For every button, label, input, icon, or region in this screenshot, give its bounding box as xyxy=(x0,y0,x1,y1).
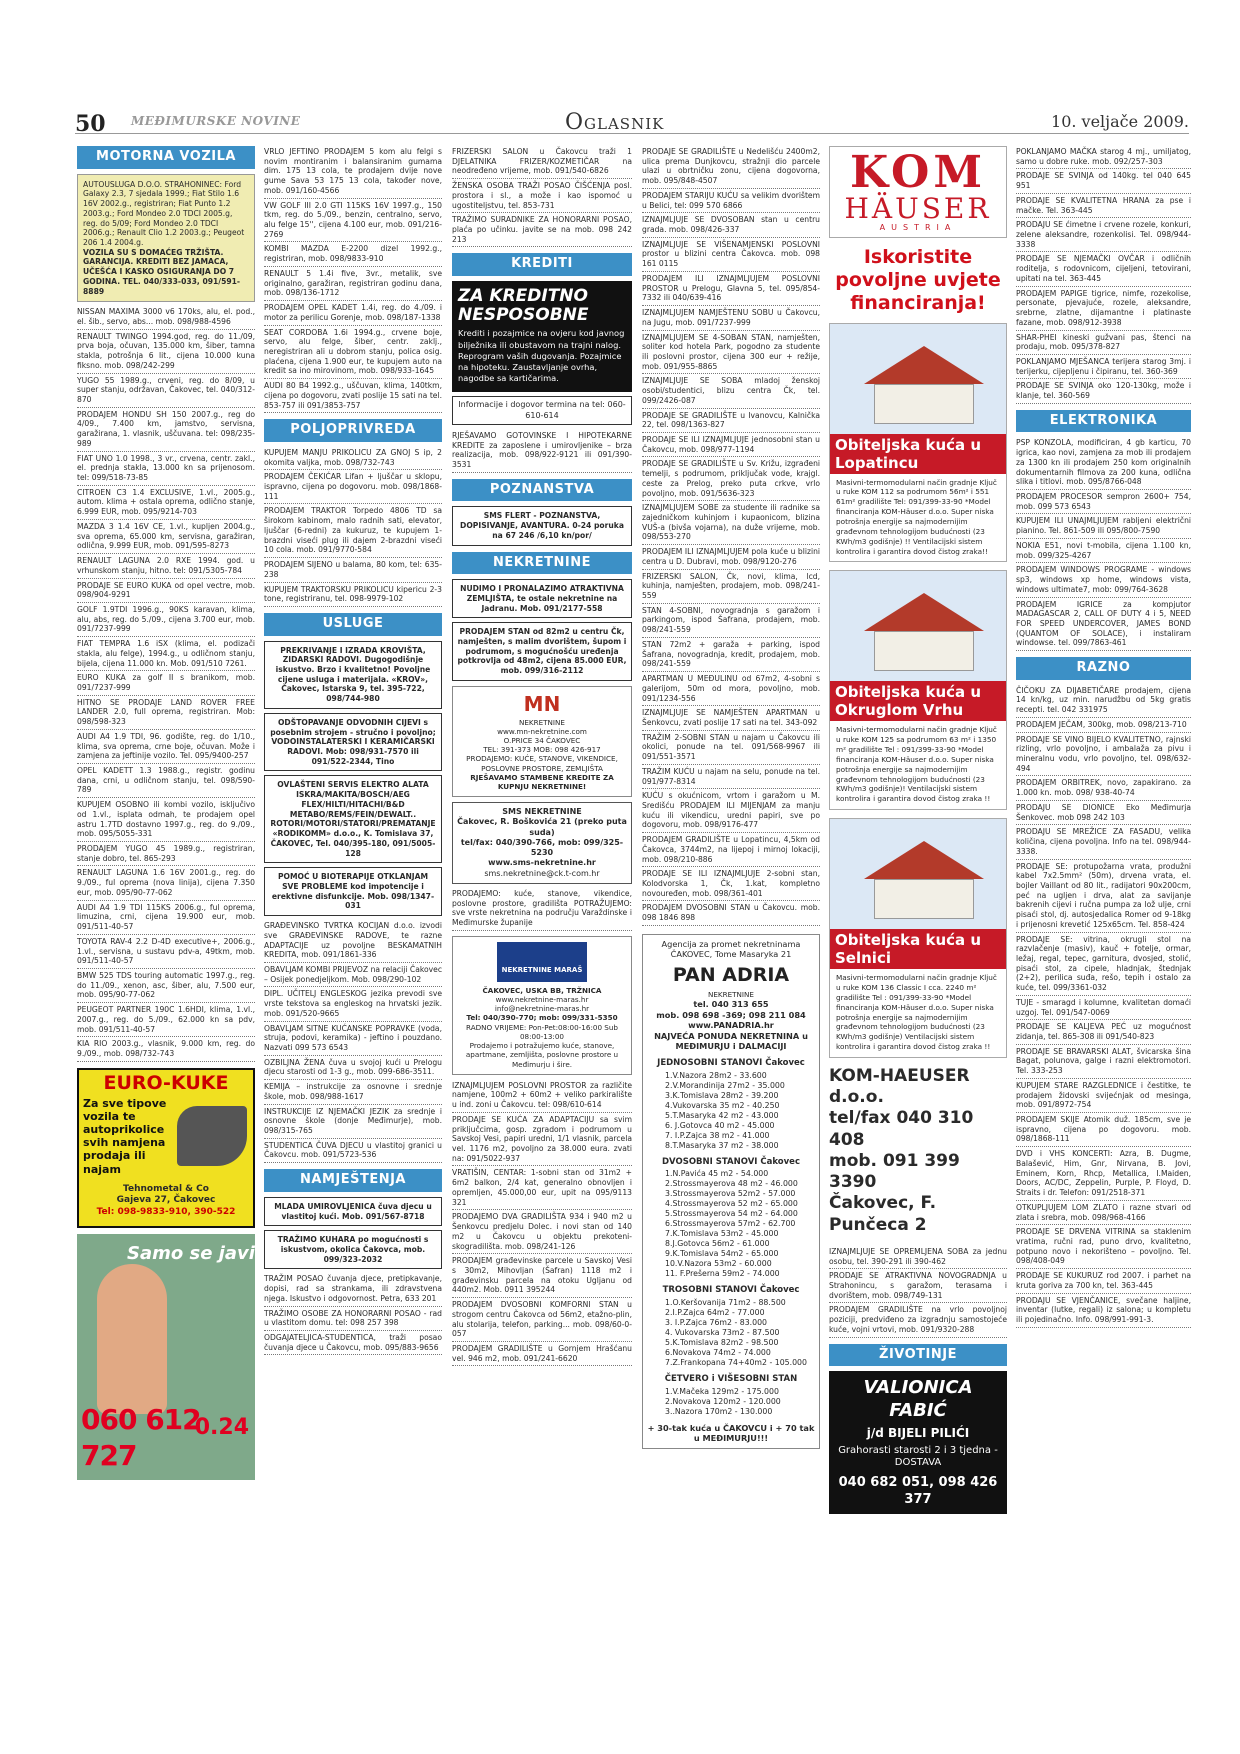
euro-kuke-address: Gajeva 27, Čakovec xyxy=(116,1195,216,1206)
classified-ad: IZNAJMLJUJE SE SOBA mladoj ženskoj osobi/studentici, blizu centra Čk, tel. 099/2426-087 xyxy=(642,375,820,408)
heading-usluge: USLUGE xyxy=(264,613,442,636)
framed-ad-bioterapija: POMOĆ U BIOTERAPIJE OTKLANJAM SVE PROBLEME kod impotencije i erektivne disfunkcije. Mob. 098/1347-031 xyxy=(264,867,442,916)
classified-ad: PRODAJEM ČEKIĆAR Lifan + ljuščar u sklopu, ispravno, cijena po dogovoru. mob. 098/1868-111 xyxy=(264,471,442,504)
heading-zivotinje: ŽIVOTINJE xyxy=(829,1344,1007,1367)
classified-ad: IZNAJMLJUJE SE NAMJEŠTEN APARTMAN u Šenkovcu, zvati poslije 17 sati na tel. 343-092 xyxy=(642,707,820,730)
classified-ad: PRODAJEM SIJENO u balama, 80 kom, tel: 635-238 xyxy=(264,559,442,582)
ads-list-real-estate-2 xyxy=(642,146,820,926)
mn-logo-sub: NEKRETNINE xyxy=(519,717,565,727)
heading-motorna-vozila: MOTORNA VOZILA xyxy=(77,146,255,169)
classified-ad: VRATIŠIN, CENTAR: 1-sobni stan od 31m2 + 6m2 balkon, 2/4 kat, generalno obnovljen i opremljen, 45.000,00 eur, upit na 095/9113 321 xyxy=(452,1167,632,1210)
classified-ad: PRODAJEM DVOSOBNI STAN u Čakovcu. mob. 098 1846 898 xyxy=(642,902,820,925)
kom-phone: tel/fax 040 310 408 xyxy=(829,1108,974,1150)
listing-item: 2.Strossmayerova 48 m2 - 46.000 xyxy=(665,1179,798,1189)
mn-web: www.mn-nekretnine.com xyxy=(497,726,587,736)
classified-ad: FRIZERSKI SALON, Čk, novi, klima, lcd, kuhinja, namješten, prodajem, mob. 098/241-559 xyxy=(642,571,820,604)
classified-ad: PRODAJU SE ćimetne i crvene rozele, konkuri, zelene aleksandre, rozenkolisi. Tel. 098/944-3338 xyxy=(1016,219,1191,252)
classified-ad: FIAT TEMPRA 1.6 iSX (klima, el. podizači stakla, alu felge), 1994.g., u odličnom stanju, bijela, cijena 11.000 kn. Mob. 091/510 7261. xyxy=(77,638,255,671)
classified-ad: VW GOLF III 2.0 GTI 115KS 16V 1997.g., 150 tkm, reg. do 5./09., benzin, centralno, servo, alu felge 15'', cijena 4.100 eur, mob. 091/216-2769 xyxy=(264,200,442,243)
classified-ad: PRODAJE SE GRADILIŠTE u Nedelišću 2400m2, ulica prema Dunjkovcu, stražnji dio parcele ulazi u obrtničku zonu, cijena dogovorna, mob. 095/848-4507 xyxy=(642,146,820,189)
framed-ad-odvodi: ODŠTOPAVANJE ODVODNIH CIJEVI s posebnim strojem - stručno i povoljno; VODOINSTALATERSKI I KERAMIČARSKI RADOVI. Mob: 098/931-7570 ili 091/522-2344, Tino xyxy=(264,713,442,772)
classified-ad: PRODAJEM PROCESOR sempron 2600+ 754, mob. 099 573 6543 xyxy=(1016,491,1191,514)
pan-mobile: mob. 098 698 -369; 098 211 084 xyxy=(656,1009,806,1020)
ads-list-electronics xyxy=(1016,437,1191,651)
pan-adria-ad xyxy=(642,934,820,1449)
framed-ad-stan: PRODAJEM STAN od 82m2 u centru Čk, namješten, s malim dvorištem, šupom i podrumom, s mogućnošću uređenja potkrovlja od 48m2, cijena 85.000 EUR, mob. 099/316-2112 xyxy=(452,622,632,681)
classified-ad: IZNAJMLJUJEM SE 4-SOBAN STAN, namješten, soliter kod hotela Park, pogodno za studente ili poslovni prostor, cijena 300 eur + režije, mob. 091/955-8865 xyxy=(642,332,820,375)
listing-item: 3.Strossmayerova 52m2 - 57.000 xyxy=(665,1189,796,1199)
pan-phone: tel. 040 313 655 xyxy=(693,999,769,1010)
classified-ad: KUPUJEM OSOBNO ili kombi vozilo, isključivo od 1.vl., isplata odmah, te prodajem opel astru 1.7TD dostavno 1997.g., reg. do 9./09., mob. 095/5055-331 xyxy=(77,799,255,842)
sms-nekretnine-ad xyxy=(452,802,632,884)
listing-item: 10.V.Nazora 53m2 - 60.000 xyxy=(665,1259,772,1269)
house-ad xyxy=(829,570,1007,810)
kom-mobile: mob. 091 399 3390 xyxy=(829,1150,960,1193)
roof-shape xyxy=(864,841,984,879)
wall-shape xyxy=(874,879,974,919)
mn-address: O.PRICE 34 ČAKOVEC xyxy=(503,735,581,745)
kom-address: Čakovec, F. Punčeca 2 xyxy=(829,1193,937,1235)
maras-ad xyxy=(452,936,632,1075)
sms-services: PRODAJEMO: kuće, stanove, vikendice, poslovne prostore, gradilišta POTRAŽUJEMO: sve vrste nekretnina na području Varaždinske i Međimurske županije xyxy=(452,888,632,931)
pan-logo-sub: NEKRETNINE xyxy=(708,990,754,1000)
classified-ad: PRODAJE SE GRADILIŠTE u Sv. Križu, izgrađeni temelji, s podrumom, priključak vode, krajgl. ceste za Prelog, preko puta crkve, vrlo povoljno, mob. 091/5636-323 xyxy=(642,458,820,501)
house-text: Masivni-termomodularni način gradnje Ključ u ruke KOM 125 sa podrumom 63 m² i 1350 m² gradilište Tel : 091/399-33-90 *Model financiranja KOM-Häuser d.o.o. Super niska potrošnja energije sa najmodernijim građevnom tehnologijom budućnosti (23 KWh/m3 godišnje)! Ventilacijski sistem kontrolira i garantira dovod čistog zraka !! xyxy=(836,725,997,804)
listing-item: 9.K.Tomislava 54m2 - 65.000 xyxy=(665,1249,779,1259)
kom-logo-austria: AUSTRIA xyxy=(879,223,957,232)
classified-ad: TOYOTA RAV-4 2.2 D-4D executive+, 2006.g., 1.vl., servisna, u sustavu pdv-a, 49tkm, mob. 091/511-40-57 xyxy=(77,936,255,969)
pan-list-1 xyxy=(647,1071,815,1151)
classified-ad: PRODAJEM GRADILIŠTE u Gornjem Hrašćanu vel. 946 m2, mob. 091/241-6620 xyxy=(452,1343,632,1366)
pan-slogan: NAJVEĆA PONUDA NEKRETNINA u MEĐIMURJU i DALMACIJI xyxy=(654,1030,808,1052)
credit-ad xyxy=(452,281,632,392)
newspaper-logo: MEĐIMURSKE NOVINE xyxy=(131,114,301,128)
classified-ad: NISSAN MAXIMA 3000 v6 170ks, alu, el. pod., el. šib., servo, abs... mob. 098/988-4596 xyxy=(77,306,255,329)
page-header xyxy=(75,104,1189,137)
listing-item: 1.V.Nazora 28m2 - 33.600 xyxy=(665,1070,767,1080)
pan-list-heading-4: ČETVERO i VIŠESOBNI STAN xyxy=(664,1373,798,1384)
classified-ad: ČIČOKU ZA DIJABETIČARE prodajem, cijena 14 kn/kg, uz min. narudžbu od 5kg gratis recepti. tel. 042 331975 xyxy=(1016,685,1191,718)
samo-se-javi-title: Samo se javi xyxy=(127,1242,255,1264)
pan-list-4 xyxy=(647,1387,815,1417)
classified-ad: PRODAJEM YUGO 45 1989.g., registriran, stanje dobro, tel. 865-293 xyxy=(77,843,255,866)
mn-credits: RJEŠAVAMO STAMBENE KREDITE ZA KUPNJU NEKRETNINE! xyxy=(470,772,614,792)
classified-ad: PRODAJE SE ILI IZNAJMLJUJE 2-sobni stan, Kolodvorska 1, Čk, 1.kat, kompletno novouređen, mob. 098/361-401 xyxy=(642,868,820,901)
classified-ad: SHAR-PHEI kineski gužvani pas, štenci na prodaju, mob. 095/378-827 xyxy=(1016,332,1191,355)
listing-item: 3.K.Tomislava 28m2 - 39.200 xyxy=(665,1090,779,1100)
classified-ad: PRODAJEM ORBITREK, novo, zapakirano. za 1.000 kn. mob. 098/ 938-40-74 xyxy=(1016,777,1191,800)
classified-ad: RENAULT LAGUNA 2.0 RXE 1994. god. u vrhunskom stanju, hitno. tel: 091/5305-784 xyxy=(77,555,255,578)
classified-ad: PRODAJE SE KUKURUZ rod 2007. i parhet na kruta goriva za 700 kn, tel. 363-445 xyxy=(1016,1270,1191,1293)
classified-ad: TRAŽIM KUĆU u najam na selu, ponude na tel. 091/977-8314 xyxy=(642,766,820,789)
classified-ad: AUDI 80 B4 1992.g., uščuvan, klima, 140tkm, cijena po dogovoru, zvati poslije 15 sati na tel. 853-757 ili 091/3853-757 xyxy=(264,380,442,413)
wall-shape xyxy=(874,631,974,671)
classified-ad: PRODAJEM DVOSOBNI KOMFORNI STAN u strogom centru Čakovca od 56m2, etažno-plin, alu stolarija, telefon, parking... mob. 098/60-0-057 xyxy=(452,1299,632,1342)
classified-ad: PRODAJE SE GRADILIŠTE u Ivanovcu, Kalnička 22, tel. 098/1363-827 xyxy=(642,410,820,433)
classified-ad: PRODAJE SE KUĆA ZA ADAPTACIJU sa svim priključcima, gosp. zgradom i podrumom u Savskoj Vesi, papiri uredni, 1/1 vlasnik, parcela vel. 1176 m2, povoljno za 38.000 eura. zvati na: 091/5022-937 xyxy=(452,1114,632,1167)
euro-kuke-firm: Tehnometal & Co xyxy=(123,1183,209,1194)
classified-ad: RJEŠAVAMO GOTOVINSKE I HIPOTEKARNE KREDITE za zaposlene i umirovljenike – brza realizacija, mob. 098/922-9121 ili 091/390-3531 xyxy=(452,430,632,473)
listing-item: 3..Nazora 170m2 - 130.000 xyxy=(665,1406,773,1416)
sms-phone: tel/fax: 040/390-766, mob: 099/325-5230 xyxy=(460,837,624,858)
samo-se-javi-price: 0.24 xyxy=(194,1414,249,1440)
classified-ad: IZNAJMLJUJE SE OPREMLJENA SOBA za jednu osobu, tel. 390-291 ili 390-462 xyxy=(829,1246,1007,1269)
listing-item: 7. I.P.Zajca 38 m2 - 41.000 xyxy=(665,1130,770,1140)
framed-ad-zemljista: NUDIMO I PRONALAZIMO ATRAKTIVNA ZEMLJIŠTA, te ostale nekretnine na Jadranu. Mob. 091/2177-558 xyxy=(452,579,632,618)
classified-ad: GRAĐEVINSKO TVRTKA KOCIJAN d.o.o. izvodi sve GRAĐEVINSKE RADOVE, te razne ADAPTACIJE uz povoljne BESKAMATNIH KREDITA, mob. 091/1861-336 xyxy=(264,920,442,963)
classified-ad: CITROEN C3 1.4 EXCLUSIVE, 1.vl., 2005.g., autom. klima + ostala oprema, odlično stanje, 6.999 EUR, mob. 095/9214-703 xyxy=(77,487,255,520)
column-2 xyxy=(264,146,442,1630)
classified-ad: STAN 72m2 + garaža + parking, ispod Šafrana, novogradnja, kredit, prodajem, mob. 098/241-559 xyxy=(642,639,820,672)
heading-nekretnine: NEKRETNINE xyxy=(452,552,632,575)
column-3 xyxy=(452,146,632,1630)
classified-ad: FIAT UNO 1.0 1998., 3 vr., crvena, centr. zakl., el. prednja stakla, 13.000 kn sa prijenosom. tel: 099/518-73-85 xyxy=(77,453,255,486)
listing-item: 4.Strossmayerova 52 m2 - 65.000 xyxy=(665,1199,798,1209)
classified-ad: PRODAJEM građevinske parcele u Savskoj Vesi s 30m2, Mihovljan (Šafran) 1118 m2 i građevinsku parcela na otoku Ugljanu od 440m2. Mob. 0911 395244 xyxy=(452,1255,632,1298)
house-text: Masivni-termomodularni način gradnje Ključ u ruke KOM 112 sa podrumom 56m² i 551 61m² gradilište Tel: 091/399-33-90 *Model financiranja KOM-Häuser d.o.o. Super niska potrošnja energije sa najmodernijim građevnom tehnologijom budućnosti (23 KWh/m3 godišnje) !! Ventilacijski sistem kontrolira i garantira dovod čistog zraka!! xyxy=(836,477,997,556)
listing-item: 8.T.Masaryka 37 m2 - 38.000 xyxy=(665,1140,779,1150)
ads-list-agriculture xyxy=(264,447,442,607)
valionica-phone: 040 682 051, 098 426 377 xyxy=(838,1475,998,1507)
person-photo-placeholder xyxy=(97,1264,167,1414)
classified-ad: IZNAJMLJUJE SE DVOSOBAN stan u centru grada. mob. 098/426-337 xyxy=(642,214,820,237)
classified-ad: PRODAJEM IGRICE za kompjutor MADAGASCAR 2, CALL OF DUTY 4 i 5, NEED FOR SPEED UNDERCOVER, JAMES BOND (QUANTOM OF SOLACE), i instaliram windowse. tel. 099/7863-461 xyxy=(1016,599,1191,652)
ads-list-real-estate xyxy=(452,1080,632,1367)
framed-ad-sms-flert: SMS FLERT - POZNANSTVA, DOPISIVANJE, AVANTURA. 0-24 poruka na 67 246 /6,10 kn/por/ xyxy=(452,506,632,545)
listing-item: 4.Vukovarska 35 m2 - 40.250 xyxy=(665,1100,780,1110)
valionica-subtitle: j/d BIJELI PILIĆI xyxy=(866,1426,970,1441)
classified-ad: PRODAJE SE: protupožarna vrata, produžni kabel 7x2.5mm² (50m), drvena vrata, el. bojler Vaillant od 80 lit., radijatori 90x200cm, peć na ugljen i drva, alat za savijanje bakrenih cijevi i ručna pumpa za lož ulje, crni pisaći stol, dj. autosjedalica Romer od 9-18kg i prijenosni krevetić 125x65cm. Tel. 858-424 xyxy=(1016,861,1191,933)
classified-ad: PRODAJE SE KALJEVA PEĆ uz mogućnost zidanja, tel. 865-308 ili 091/540-823 xyxy=(1016,1021,1191,1044)
wall-shape xyxy=(874,384,974,424)
framed-ad-kuhar: TRAŽIMO KUHARA po mogućnosti s iskustvom, okolica Čakovca, mob. 099/323-2032 xyxy=(264,1230,442,1269)
classified-ad: TRAŽIMO SURADNIKE ZA HONORARNI POSAO, plaća po učinku. javite se na mob. 098 242 213 xyxy=(452,214,632,247)
classified-ad: PRODAJE SE: vitrina, okrugli stol na razvlačenje (masiv), kauč + fotelje, ormar, ležaj, regal, tepec, garnitura, dvosjed, stolić, pisaći stol, za cipele, hladnjak, štednjak (2+2), perilica suđa, rešo, tepih i ostalo za kuće, tel. 099/3361-032 xyxy=(1016,934,1191,996)
kom-slogan: Iskoristite povoljne uvjete financiranja! xyxy=(835,246,1001,314)
box-ad-bold: VOZILA SU S DOMAĆEG TRŽIŠTA. GARANCIJA. KREDITI BEZ JAMACA, UČEŠĆA I KASKO OSIGURANJA DO 7 GODINA. TEL. 040/333-033, 091/591-8889 xyxy=(83,247,241,296)
classified-ad: PRODAJEM JEČAM, 300kg, mob. 098/213-710 xyxy=(1016,719,1191,733)
framed-ad-krov: PREKRIVANJE I IZRADA KROVIŠTA, ZIDARSKI RADOVI. Dugogodišnje iskustvo. Brzo i kvalitetno! Povoljne cijene usluga i materijala. «KROV», Čakovec, Istarska 9, tel. 395-722, 098/744-980 xyxy=(264,641,442,709)
classified-ad: KEMIJA – instrukcije za osnovne i srednje škole, mob. 098/988-1617 xyxy=(264,1081,442,1104)
classified-ad: PRODAJEM GRADILIŠTE na vrlo povoljnoj poziciji, predviđeno za izgradnju samostojeće kuće, vojni vrtovi, mob. 091/9320-288 xyxy=(829,1304,1007,1337)
column-4 xyxy=(642,146,820,1630)
listing-item: 4. Vukovarska 73m2 - 87.500 xyxy=(665,1327,780,1337)
classified-ad: GOLF 1.9TDI 1996.g., 90KS karavan, klima, alu, abs, reg. do 5./09., cijena 3.700 eur, mob. 091/7237-999 xyxy=(77,604,255,637)
framed-ad-servis: OVLAŠTENI SERVIS ELEKTRO ALATA ISKRA/MAKITA/BOSCH/AEG FLEX/HILTI/HITACHI/B&D METABO/REMS/FEIN/DEWALT.. ROTORI/MOTORI/STATORI/PREMATANJE «RODIKOMM» d.o.o., K. Tomislava 37, ČAKOVEC, Tel. 040/395-180, 091/5005-128 xyxy=(264,775,442,863)
heading-namjestenja: NAMJEŠTENJA xyxy=(264,1169,442,1192)
pan-web: www.PANADRIA.hr xyxy=(688,1020,774,1031)
ads-list-misc xyxy=(1016,685,1191,1328)
euro-kuke-title: EURO-KUKE xyxy=(103,1071,229,1094)
classified-ad: VRLO JEFTINO PRODAJEM 5 kom alu felgi s novim montiranim i balansiranim gumama dim. 175 13 cola, te prodajem dvije nove gume Sava 53 175 13 cola, također nove, mob. 091/160-4566 xyxy=(264,146,442,199)
column-5 xyxy=(829,146,1007,1630)
pan-list-heading-3: TROSOBNI STANOVI Čakovec xyxy=(662,1285,800,1296)
classified-ad: PRODAJE SE KVALITETNA HRANA za pse i mačke. Tel. 363-445 xyxy=(1016,195,1191,218)
maras-logo: NEKRETNINE MARAŠ xyxy=(497,942,587,982)
classified-ad: PRODAJU SE VJENČANICE, svečane haljine, inventar (lutke, regali) iz salona; u kompletu ili pojedinačno. Info. 098/991-991-3. xyxy=(1016,1295,1191,1328)
classified-ad: TRAŽIMO OSOBE ZA HONORARNI POSAO - rad u vlastitom domu. tel: 098 257 398 xyxy=(264,1308,442,1331)
listing-item: 2.I.P.Zajca 64m2 - 77.000 xyxy=(665,1307,765,1317)
sms-address: Čakovec, R. Boškovića 21 (preko puta suda) xyxy=(457,817,627,837)
classified-ad: IZNAJMLJUJEM NAMJEŠTENU SOBU u Čakovcu, na Jugu, mob. 091/7237-999 xyxy=(642,307,820,330)
listing-item: 5.T.Masaryka 42 m2 - 43.000 xyxy=(665,1110,779,1120)
ads-list-vehicles xyxy=(77,306,255,1061)
framed-ad-umirovljenica: MLADA UMIROVLJENICA čuva djecu u vlastitoj kući. Mob. 091/567-8718 xyxy=(264,1197,442,1226)
classified-ad: PRODAJE SE EURO KUKA od opel vectre, mob. 098/904-9291 xyxy=(77,580,255,603)
classified-ad: TRAŽIM 2-SOBNI STAN u najam u Čakovcu ili okolici, ponude na tel. 091/568-9967 ili 091/551-3571 xyxy=(642,732,820,765)
listing-item: 2.Novakova 120m2 - 120.000 xyxy=(665,1396,781,1406)
samo-se-javi-ad xyxy=(77,1234,255,1480)
listing-item: 5.Strossmayerova 54 m2 - 64.000 xyxy=(665,1209,798,1219)
classified-ad: PRODAJE SE SVINJA oko 120-130kg, može i klanje, tel. 360-569 xyxy=(1016,380,1191,403)
pan-list-heading-2: DVOSOBNI STANOVI Čakovec xyxy=(661,1156,800,1167)
roof-shape xyxy=(864,346,984,384)
sms-mail: sms.nekretnine@ck.t-com.hr xyxy=(484,868,600,878)
classified-ad: OBAVLJAM SITNE KUĆANSKE POPRAVKE (voda, struja, podovi, keramika) - jeftino i pouzdano. Nazvati 099 573 6543 xyxy=(264,1023,442,1056)
classified-ad: KOMBI MAZDA E-2200 dizel 1992.g., registriran, mob. 098/9833-910 xyxy=(264,243,442,266)
issue-date: 10. veljače 2009. xyxy=(1051,112,1189,131)
valionica-ad xyxy=(829,1371,1007,1513)
classified-ad: RENAULT LAGUNA 1.6 16V 2001.g., reg. do 9./09., ful oprema (nova linija), cijena 7.350 eur, mob. 095/90-77-062 xyxy=(77,867,255,900)
kom-logo-kom: KOM xyxy=(849,147,987,198)
classified-ad: AUDI A4 1.9 TDI, 96. godište, reg. do 1/10., klima, sva oprema, crne boje, očuvan. Može i zamjena za jeftinije vozilo. Tel. 095/9400-257 xyxy=(77,731,255,764)
pan-list-2 xyxy=(647,1169,815,1279)
classified-ad: PRODAJE SE ILI IZNAJMLJUJE jednosobni stan u Čakovcu, mob. 098/977-1194 xyxy=(642,434,820,457)
classified-ad: PRODAJEM ILI IZNAJMLJUJEM POSLOVNI PROSTOR u Prelogu, Glavna 5, tel. 095/854-7332 ili 040/639-416 xyxy=(642,273,820,306)
house-ads xyxy=(829,323,1007,1058)
ads-list-credits xyxy=(452,430,632,473)
classified-ad: PRODAJE SE ATRAKTIVNA NOVOGRADNJA u Strahonincu, s garažom, terasama i dvorištem, mob. 098/749-131 xyxy=(829,1270,1007,1303)
maras-text: Prodajemo i potražujemo kuće, stanove, apartmane, zemljišta, poslovne prostore u Međimurju i šire. xyxy=(465,1041,619,1069)
classified-ad: PRODAJEM WINDOWS PROGRAME - windows sp3, windows xp home, windows vista, windows ultimate7, mob: 099/764-3628 xyxy=(1016,564,1191,597)
credit-ad-title: ZA KREDITNO NESPOSOBNE xyxy=(458,286,589,325)
classified-ad: YUGO 55 1989.g., crveni, reg. do 8/09, u super stanju, održavan, Čakovec, tel. 040/312-870 xyxy=(77,375,255,408)
listing-item: 7.Z.Frankopana 74+40m2 - 105.000 xyxy=(665,1357,807,1367)
kom-contact xyxy=(829,1066,1007,1236)
listing-item: 11. F.Prešerna 59m2 - 74.000 xyxy=(665,1269,780,1279)
ads-list-real-estate-3 xyxy=(829,1246,1007,1338)
classified-ad: OBAVLJAM KOMBI PRIJEVOZ na relaciji Čakovec – Osijek ponedjeljkom. Mob. 098/290-102 xyxy=(264,964,442,987)
listing-item: 8.J.Gotovca 56m2 - 61.000 xyxy=(665,1239,770,1249)
maras-address: ČAKOVEC, USKA BB, TRŽNICA xyxy=(482,985,602,995)
classified-ad: PRODAJEM GRADILIŠTE u Lopatincu, 4,5km od Čakovca, 3744m2, na lijepoj i mirnoj lokaciji, mob. 098/210-886 xyxy=(642,834,820,867)
classified-ad: KIA RIO 2003.g., vlasnik, 9.000 km, reg. do 9./09., mob. 098/732-743 xyxy=(77,1038,255,1061)
classified-ad: INSTRUKCIJE IZ NJEMAČKI JEZIK za srednje i osnovne škole (donje Međimurje), mob. 098/315-765 xyxy=(264,1106,442,1139)
pan-logo: PAN ADRIA xyxy=(672,963,790,986)
classified-ad: APARTMAN U MEĐULINU od 67m2, 4-sobni s galerijom, 50m od mora, povoljno, mob. 091/1234-556 xyxy=(642,673,820,706)
classified-ad: OTKUPLJUJEM LOM ZLATO i razne stvari od zlata i srebra, mob. 098/968-4166 xyxy=(1016,1202,1191,1225)
listing-item: 6.Novakova 74m2 - 74.000 xyxy=(665,1347,771,1357)
ads-list-services xyxy=(264,920,442,1163)
heading-poznanstva: POZNANSTVA xyxy=(452,479,632,502)
valionica-text: Grahorasti starosti 2 i 3 tjedna - DOSTAVA xyxy=(838,1444,998,1469)
sms-title: SMS NEKRETNINE xyxy=(502,807,582,817)
credit-ad-contact: Informacije i dogovor termina na tel: 060-610-614 xyxy=(452,396,632,424)
heading-krediti: KREDITI xyxy=(452,253,632,276)
classified-ad: ODGAJATELJICA-STUDENTICA, traži posao čuvanja djece u Čakovcu, mob. 095/883-9656 xyxy=(264,1332,442,1355)
classified-ad: PRODAJU SE MREŽICE ZA FASADU, velika količina, cijena povoljna. Info na tel. 098/944-3338. xyxy=(1016,826,1191,859)
listing-item: 1.V.Mačeka 129m2 - 175.000 xyxy=(665,1386,779,1396)
classified-ad: NOKIA E51, novi t-mobila, cijena 1.100 kn, mob. 099/325-4267 xyxy=(1016,540,1191,563)
classified-ad: PRODAJEM HONDU SH 150 2007.g., reg do 4/09., 7.400 km, jamstvo, servisna, garažirana, 1. vlasnik, uščuvana. tel: 098/235-989 xyxy=(77,409,255,452)
heading-razno: RAZNO xyxy=(1016,657,1191,680)
kom-logo-hauser: HÄUSER xyxy=(844,192,992,225)
section-title: Oglasnik xyxy=(565,110,665,135)
classified-ad: FRIZERSKI SALON u Čakovcu traži 1 DJELATNIKA FRIZER/KOZMETIČAR na neodređeno vrijeme, mob. 091/540-6826 xyxy=(452,146,632,179)
euro-kuke-ad xyxy=(77,1068,255,1228)
classified-ad: KUPUJEM ILI UNAJMLJUJEM rabljeni električni pianino. Tel. 861-509 ili 095/800-7590 xyxy=(1016,515,1191,538)
ads-list-jobs xyxy=(264,1273,442,1355)
ads-list-vehicles-2 xyxy=(264,146,442,413)
maras-mail: info@nekretnine-maras.hr xyxy=(494,1004,590,1014)
listing-item: 7.K.Tomislava 53m2 - 45.000 xyxy=(665,1229,779,1239)
valionica-title: VALIONICA FABIĆ xyxy=(863,1377,973,1422)
listing-item: 1.N.Pavića 45 m2 - 54.000 xyxy=(665,1169,769,1179)
classified-ad: DVD i VHS KONCERTI: Azra, B. Dugme, Balašević, Him, Gnr, Nirvana, B. Jovi, Eminem, Korn, Rhcp, Metallica, I.Maiden, Doors, AC/DC, Zeppelin, Purple, P. Floyd, D. Straits i dr. Telefon: 091/2518-371 xyxy=(1016,1148,1191,1201)
house-photo xyxy=(830,324,1006,434)
classified-ad: PRODAJE SE SVINJA od 140kg. tel 040 645 951 xyxy=(1016,170,1191,193)
classified-ad: IZNAJMLJUJEM POSLOVNI PROSTOR za različite namjene, 100m2 + 60m2 + veliko parkiralište u ind. zoni u Čakovcu. tel: 098/610-614 xyxy=(452,1080,632,1113)
euro-kuke-phone: Tel: 098-9833-910, 390-522 xyxy=(96,1206,236,1217)
maras-hours: RADNO VRIJEME: Pon-Pet:08:00-16:00 Sub 08:00-13:00 xyxy=(466,1022,618,1041)
sms-web: www.sms-nekretnine.hr xyxy=(488,858,596,868)
mn-services: PRODAJEMO: KUĆE, STANOVE, VIKENDICE, POSLOVNE PROSTORE, ZEMLJIŠTA xyxy=(466,754,618,773)
classified-ad: OZBILJNA ŽENA čuva u svojoj kući u Prelogu djecu starosti od 1-3 g., mob. 099-686-3511. xyxy=(264,1057,442,1080)
classified-ad: PRODAJEM ILI IZNAJMLJUJEM pola kuće u blizini centra u D. Dubravi, mob. 098/9120-276 xyxy=(642,546,820,569)
classified-ad: EURO KUKA za golf II s branikom, mob. 091/7237-999 xyxy=(77,672,255,695)
house-text: Masivni-termomodularni način gradnje Ključ u ruke KOM 136 Classic I cca. 2240 m² gradilište Tel : 091/399-33-90 *Model financiranja KOM-Häuser d.o.o. Super niska potrošnja energije sa najmodernijim građevnom tehnologijom budućnosti (23 KWh/m3 godišnje) Ventilacijski sistem kontrolira i garantira dovod čistog zraka !! xyxy=(836,973,997,1052)
mn-nekretnine-ad xyxy=(452,686,632,797)
house-title: Obiteljska kuća u Lopatincu xyxy=(830,434,1006,474)
classified-ad: PRODAJE SE BRAVARSKI ALAT, švicarska šina Bagat, polunova, galge i razni elektromotori. Tel. 333-253 xyxy=(1016,1046,1191,1079)
column-1 xyxy=(77,146,255,1630)
house-ad xyxy=(829,818,1007,1058)
classified-ad: MAZDA 3 1.4 16V CE, 1.vl., kupljen 2004.g., sva oprema, 65.000 km, servisna, garažiran, odlična, 9.999 EUR, mob. 091/595-8273 xyxy=(77,521,255,554)
house-photo xyxy=(830,819,1006,929)
house-photo xyxy=(830,571,1006,681)
samo-se-javi-phone: 060 612 727 xyxy=(81,1403,201,1472)
classified-ad: OPEL KADETT 1.3 1988.g., registr. godinu dana, crni, u odličnom stanju, tel. 098/590-789 xyxy=(77,765,255,798)
listing-item: 5.K.Tomislava 82m2 - 98.500 xyxy=(665,1337,779,1347)
listing-item: 2.V.Morandinija 27m2 - 35.000 xyxy=(665,1080,785,1090)
classified-ad: PSP KONZOLA, modificiran, 4 gb karticu, 70 igrica, kao novi, zamjena za mob ili prodajem za 1300 kn ili prodajem 250 kom originalnih dokumentarnih filmova za 200 kuna, odlična slika i titlovi. mob. 095/8766-048 xyxy=(1016,437,1191,490)
classified-ad: PRODAJEM PAPIGE tigrice, nimfe, rozekolise, personate, pjevajuće, rozele, aleksandre, srebrne, zlatne, dijamantne i platinaste fazane, mob. 098/912-3938 xyxy=(1016,288,1191,331)
maras-phone: Tel: 040/390-770; mob: 099/331-5350 xyxy=(466,1013,618,1023)
classified-ad: KUPUJEM STARE RAZGLEDNICE i čestitke, te prodajem židovski svijećnjak od mesinga, mob. 091/8972-754 xyxy=(1016,1080,1191,1113)
column-6 xyxy=(1016,146,1191,1630)
ads-list-jobs-2 xyxy=(452,146,632,247)
box-ad-text: AUTOUSLUGA D.O.O. STRAHONINEC: Ford Galaxy 2.3, 7 sjedala 1999.; Fiat Stilo 1.6 16V 2002.g., registriran; Fiat Punto 1.2 2003.g.; Ford Mondeo 2.0 TDCI 2005.g, reg. do 5/09; Ford Mondeo 2.0 TDCI 2006.g.; Renault Clio 1.2 2003.g.; Peugeot 206 1.4 2004.g. xyxy=(83,179,245,247)
classified-ad: RENAULT TWINGO 1994.god, reg. do 11./09, prva boja, očuvan, 135.000 km, šiber, tamna stakla, potrošnja 6 lit., cijena 10.000 kuna fiksno. mob. 098/242-299 xyxy=(77,331,255,374)
classified-ad: TRAŽIM POSAO čuvanja djece, pretipkavanje, dopisi, rad sa strankama, ili zdravstvena njega. Iskustvo i odgovornost. Petra, 633 201 xyxy=(264,1273,442,1306)
classified-ad: KUĆU s okućnicom, vrtom i garažom u M. Središću PRODAJEM ILI MIJENJAM za manju kuću ili vikendicu, uredni papiri, sve po dogovoru, mob. 098/9176-477 xyxy=(642,790,820,833)
roof-shape xyxy=(864,593,984,631)
classified-ad: PEUGEOT PARTNER 190C 1.6HDI, klima, 1.vl., 2007.g., reg. do 5./09., 62.000 kn sa pdv, mob. 091/511-40-57 xyxy=(77,1004,255,1037)
pan-list-3 xyxy=(647,1298,815,1368)
mn-logo xyxy=(458,692,626,718)
classified-ad: PRODAJEM SKIJE Atomik duž. 185cm, sve je ispravno, cijena po dogovoru. mob. 098/1868-111 xyxy=(1016,1114,1191,1147)
classified-ad: POKLANJAMO MAČKA starog 4 mj., umiljatog, samo u dobre ruke. mob. 092/257-303 xyxy=(1016,146,1191,169)
classified-ad: BMW 525 TDS touring automatic 1997.g., reg. do 11./09., xenon, asc, šiber, alu, 7.500 eur, mob. 095/90-77-062 xyxy=(77,970,255,1003)
maras-web: www.nekretnine-maras.hr xyxy=(495,994,589,1004)
classified-ad: RENAULT 5 1.4i five, 3vr., metalik, sve originalno, garažiran, registriran godinu dana, mob. 098/136-1712 xyxy=(264,268,442,301)
classified-ad: KUPUJEM TRAKTORSKU PRIKOLICU kipericu 2-3 tone, registriranu, tel. 098-9979-102 xyxy=(264,584,442,607)
listing-item: 6.Strossmayerova 57m2 - 62.700 xyxy=(665,1219,796,1229)
classified-ad: PRODAJEMO DVA GRADILIŠTA 934 i 940 m2 u Šenkovcu predjelu Dolec. i novi stan od 140 m2 u Čakovcu u objektu prekoteni-skogradilišta. mob. 098/241-126 xyxy=(452,1211,632,1254)
house-title: Obiteljska kuća u Selnici xyxy=(830,929,1006,969)
listing-item: 6. J.Gotovca 40 m2 - 45.000 xyxy=(665,1120,775,1130)
classified-ad: KUPUJEM MANJU PRIKOLICU ZA GNOJ S ip, 2 okomita valjka, mob. 098/732-743 xyxy=(264,447,442,470)
tow-hitch-icon xyxy=(177,1106,247,1166)
pan-agency: Agencija za promet nekretninama ČAKOVEC, Tome Masaryka 21 xyxy=(661,938,801,960)
pan-footer: + 30-tak kuća u ČAKOVCU i + 70 tak u MEĐIMURJU!!! xyxy=(647,1422,815,1443)
credit-ad-text: Krediti i pozajmice na ovjeru kod javnog bilježnika ili obustavom na trajni nalog. Reprogram vaših dugovanja. Pozajmice na hipoteku. Zaustavljanje ovrha, nagodbe sa kartičarima. xyxy=(458,328,625,384)
listing-item: 3. I.P.Zajca 76m2 - 83.000 xyxy=(665,1317,768,1327)
pan-list-heading-1: JEDNOSOBNI STANOVI Čakovec xyxy=(657,1057,805,1068)
classified-ad: ŽENSKA OSOBA TRAŽI POSAO ČIŠĆENJA posl. prostora i sl., a može i kao ispomoć u ugostiteljstvu, tel. 853-731 xyxy=(452,180,632,213)
classified-ad: AUDI A4 1.9 TDI 115KS 2006.g., ful oprema, limuzina, crni, cijena 19.900 eur, mob. 091/511-40-57 xyxy=(77,902,255,935)
classified-ad: PRODAJEM OPEL KADET 1.4i, reg. do 4./09. i motor za perilicu Gorenje, mob. 098/187-1338 xyxy=(264,302,442,325)
classified-ad: IZNAJMLJUJEM SOBE za studente ili radnike sa zajedničkom kuhinjom i kupaonicom, blizina VUŠ-a (bivša vojarna), na duže vrijeme, mob. 098/553-270 xyxy=(642,502,820,545)
heading-elektronika: ELEKTRONIKA xyxy=(1016,410,1191,433)
mn-phone: TEL: 391-373 MOB: 098 426-917 xyxy=(483,745,601,755)
euro-kuke-text: Za sve tipove vozila te autoprikolice svih namjena prodaja ili najam xyxy=(83,1096,167,1176)
classified-ad: TUJE - smaragd i kolumne, kvalitetan domaći uzgoj. Tel. 091/547-0069 xyxy=(1016,997,1191,1020)
classified-ad: PRODAJE SE VINO BIJELO KVALITETNO, rajnski rizling, vrlo povoljno, i ambalaža za pivu i mineralnu vodu, vrlo povoljno, tel. 098/632-494 xyxy=(1016,734,1191,777)
classified-ad: PRODAJE SE NJEMAČKI OVČAR i odličnih roditelja, s rodovnicom, cijeljeni, tetovirani, upitati na tel. 363-445 xyxy=(1016,253,1191,286)
ads-list-animals xyxy=(1016,146,1191,404)
mn-logo-text: MN xyxy=(523,691,561,716)
classified-ad: POKLANJAMO MJEŠANCA terijera starog 3mj. i terijerku, cijepljenu i čipiranu, tel. 360-369 xyxy=(1016,356,1191,379)
house-ad xyxy=(829,323,1007,563)
classified-ad: PRODAJU SE DIONICE Eko Međimurja Šenkovec. mob 098 242 103 xyxy=(1016,802,1191,825)
classified-ad: STUDENTICA ČUVA DJECU u vlastitoj granici u Čakovcu. mob. 091/5723-536 xyxy=(264,1140,442,1163)
kom-haeuser-logo xyxy=(829,146,1007,238)
kom-firm: KOM-HAEUSER d.o.o. xyxy=(829,1065,970,1108)
autousluga-box-ad xyxy=(77,174,255,303)
page-number: 50 xyxy=(75,111,106,137)
classified-ad: PRODAJEM TRAKTOR Torpedo 4806 TD sa širokom kabinom, malo radnih sati, elevator, ljuščar (6-redni) za kukuruz, te kupujem 1-brazdni viseći plug ili dajem 2-brazdni viseći 10 cola. mob. 091/9770-584 xyxy=(264,505,442,558)
heading-poljoprivreda: POLJOPRIVREDA xyxy=(264,419,442,442)
classified-ad: HITNO SE PRODAJE LAND ROVER FREE LANDER 2.0, full oprema, registriran. Mob: 098/598-323 xyxy=(77,697,255,730)
classified-ad: STAN 4-SOBNI, novogradnja s garažom i parkingom, ispod Šafrana, prodajem, mob. 098/241-559 xyxy=(642,605,820,638)
classified-ad: PRODAJE SE DRVENA VITRINA sa staklenim vratima, ručni rad, puno drvo, kvalitetno, potpuno novo i nekorišteno – povoljno. Tel. 098/408-049 xyxy=(1016,1226,1191,1269)
classified-ad: IZNAJMLJUJE SE VIŠENAMJENSKI POSLOVNI prostor u blizini centra Čakovca. mob. 098 161 0115 xyxy=(642,239,820,272)
listing-item: 1.O.Keršovanija 71m2 - 88.500 xyxy=(665,1297,786,1307)
classified-ad: DIPL. UČITELJ ENGLESKOG jezika prevodi sve vrste tekstova sa engleskog na hrvatski jezik. mob. 091/520-9665 xyxy=(264,988,442,1021)
classified-ad: SEAT CORDOBA 1.6i 1994.g., crvene boje, servo, alu felge, šiber, centr. zaklj., neregistriran ali u dobrom stanju, polica osig. plaćena, cijena 1.900 eur, te kupujem auto na kredit sa ino mirovinom, mob. 098/933-1645 xyxy=(264,327,442,380)
house-title: Obiteljska kuća u Okruglom Vrhu xyxy=(830,681,1006,721)
classified-ad: PRODAJEM STARIJU KUĆU sa velikim dvorištem u Belici, tel: 099 570 6866 xyxy=(642,190,820,213)
